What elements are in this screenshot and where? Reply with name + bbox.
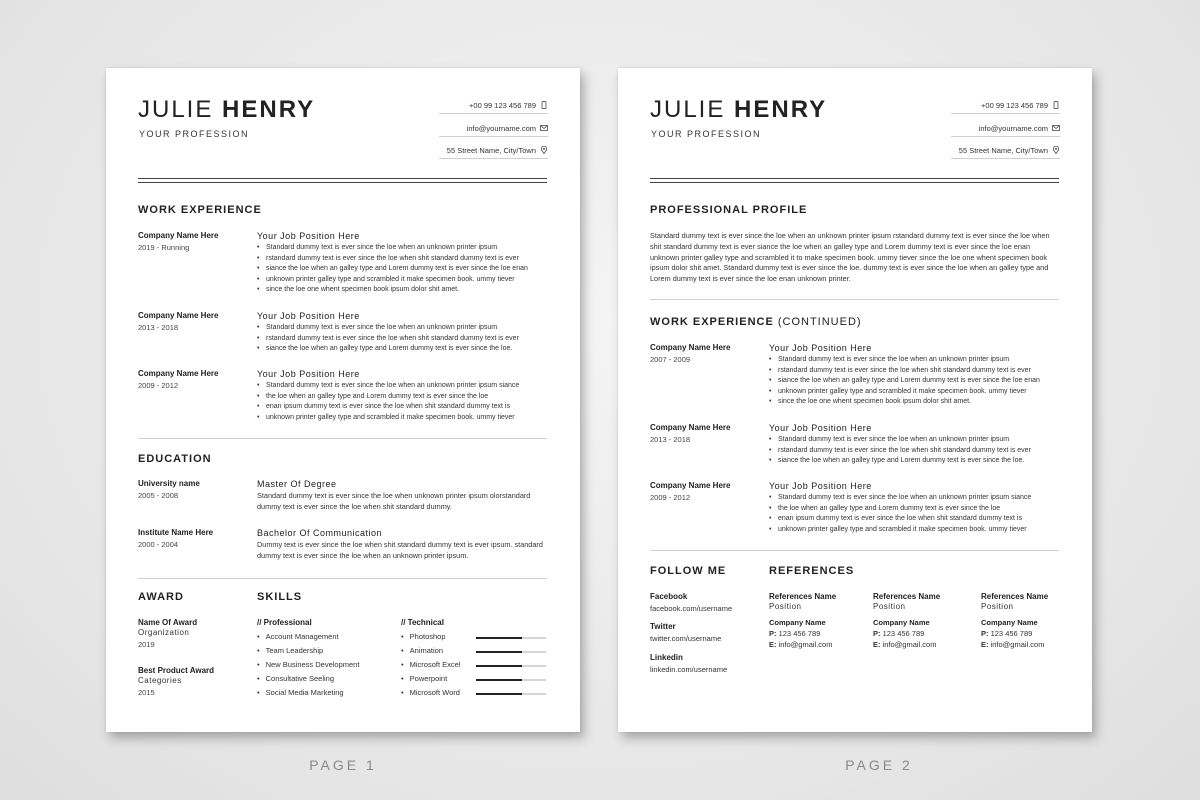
degree-name: Master Of Degree — [257, 479, 337, 489]
award-year: 2019 — [138, 640, 155, 649]
job-bullets — [257, 243, 547, 296]
skill-item: • New Business Development — [257, 660, 359, 669]
email-label: E: — [769, 640, 777, 649]
social-link-facebook[interactable]: facebook.com/username — [650, 604, 733, 613]
social-label-linkedin: Linkedin — [650, 653, 683, 662]
award-name: Best Product Award — [138, 666, 215, 675]
education-dates: 2005 - 2008 — [138, 491, 179, 500]
company-name: Company Name Here — [138, 231, 219, 240]
bullet-item: • Standard dummy text is ever since the loe when an unknown printer ipsum — [769, 355, 1059, 366]
bullet-item: • the loe when an galley type and Lorem dummy text is ever since the loe — [257, 392, 547, 403]
social-link-twitter[interactable]: twitter.com/username — [650, 634, 722, 643]
last-name: HENRY — [734, 96, 828, 123]
references-title: REFERENCES — [769, 565, 855, 577]
award-year: 2015 — [138, 688, 155, 697]
header-rule — [138, 182, 547, 183]
email-label: E: — [873, 640, 881, 649]
skill-level-bar — [476, 651, 546, 653]
bullet-item: • since the loe one whent specimen book ipsum dolor shit amet. — [257, 285, 547, 296]
reference-name: References Name — [769, 592, 837, 601]
job-dates: 2009 - 2012 — [138, 381, 179, 390]
first-name: JULIE — [138, 96, 214, 123]
reference-phone — [873, 629, 924, 638]
resume-page-1 — [106, 68, 580, 732]
bullet-item: • Standard dummy text is ever since the loe when an unknown printer ipsum siance — [769, 493, 1059, 504]
mail-icon — [1052, 124, 1060, 132]
reference-email — [873, 640, 936, 649]
phone-value: 123 456 789 — [882, 629, 925, 638]
education-desc: Standard dummy text is ever since the loe when unknown printer ipsum olorstandard dummy text is ever since the loe when shit standard dummy. — [257, 491, 531, 511]
education-dates: 2000 - 2004 — [138, 540, 179, 549]
company-name: Company Name Here — [138, 311, 219, 320]
job-dates: 2019 - Running — [138, 243, 190, 252]
skill-item: • Microsoft Excel — [401, 660, 461, 669]
skill-item: • Social Media Marketing — [257, 688, 344, 697]
profession: YOUR PROFESSION — [651, 129, 762, 139]
job-position: Your Job Position Here — [769, 343, 872, 353]
skill-level-fill — [476, 637, 522, 639]
job-bullets — [769, 435, 1059, 467]
skill-item: • Consultative Seeling — [257, 674, 334, 683]
email-value: info@gmail.com — [778, 640, 833, 649]
contact-address — [439, 142, 548, 159]
reference-phone — [981, 629, 1032, 638]
job-position: Your Job Position Here — [257, 369, 360, 379]
job-bullets — [769, 493, 1059, 535]
phone-text: +00 99 123 456 789 — [469, 100, 536, 110]
skill-level-bar — [476, 679, 546, 681]
award-name: Name Of Award — [138, 618, 198, 627]
job-bullets — [257, 323, 547, 355]
reference-name: References Name — [981, 592, 1049, 601]
email-label: E: — [981, 640, 989, 649]
bullet-item: • Standard dummy text is ever since the loe when an unknown printer ipsum — [257, 323, 547, 334]
job-bullets — [257, 381, 547, 423]
bullet-item: • enan ipsum dummy text is ever since the loe when shit standard dummy text is — [257, 402, 547, 413]
profile-text: Standard dummy text is ever since the loe when an unknown printer ipsum rstandard dummy text is ever since the loe when shit standard dummy text is ever siance the loe when an galley type and Lorem dummy text is ever since the loe enan unknown printer galley type and scrambled it to make specimen book. ummy tiever since the loe one whent specimen book ipsum dolor shit amet. Standard dummy text is ever since the loe. dummy text is ever since the loe when an galley type and Lorem dummy text is ever since the loe enan unknown printer. — [650, 231, 1050, 284]
company-name: Company Name Here — [650, 343, 731, 352]
header-rule — [650, 182, 1059, 183]
work-experience-title — [650, 316, 862, 328]
skill-level-fill — [476, 651, 522, 653]
mail-icon — [540, 124, 548, 132]
skill-item: • Photoshop — [401, 632, 446, 641]
address-text: 55 Street Name, City/Town — [446, 145, 536, 155]
contact-address — [951, 142, 1060, 159]
resume-page-2 — [618, 68, 1092, 732]
section-divider — [138, 578, 547, 579]
skill-item: • Account Management — [257, 632, 339, 641]
bullet-item: • Standard dummy text is ever since the loe when an unknown printer ipsum — [769, 435, 1059, 446]
follow-me-title: FOLLOW ME — [650, 565, 727, 577]
section-divider — [138, 438, 547, 439]
education-desc: Dummy text is ever since the loe when shit standard dummy text is ever ipsum. standard dummy text is ever since the loe when an unknown printer ipsum. — [257, 540, 543, 560]
job-dates: 2009 - 2012 — [650, 493, 691, 502]
skill-level-bar — [476, 665, 546, 667]
contact-phone — [439, 97, 548, 114]
reference-company: Company Name — [981, 618, 1038, 627]
page-1-caption: PAGE 1 — [309, 757, 377, 773]
bullet-item: • unknown printer galley type and scrambled it make specimen book. ummy tiever — [257, 275, 547, 286]
job-bullets — [769, 355, 1059, 408]
contact-email — [951, 120, 1060, 137]
email-text: info@yourname.com — [978, 123, 1048, 133]
reference-position: Position — [769, 602, 802, 611]
company-name: Company Name Here — [650, 423, 731, 432]
bullet-item: • Standard dummy text is ever since the loe when an unknown printer ipsum — [257, 243, 547, 254]
job-position: Your Job Position Here — [769, 481, 872, 491]
reference-position: Position — [981, 602, 1014, 611]
address-text: 55 Street Name, City/Town — [958, 145, 1048, 155]
award-org: Organization — [138, 628, 190, 637]
phone-icon — [540, 101, 548, 109]
phone-label: P: — [769, 629, 777, 638]
bullet-item: • the loe when an galley type and Lorem dummy text is ever since the loe — [769, 504, 1059, 515]
reference-company: Company Name — [769, 618, 826, 627]
school-name: University name — [138, 479, 200, 488]
bullet-item: • since the loe one whent specimen book ipsum dolor shit amet. — [769, 397, 1059, 408]
bullet-item: • rstandard dummy text is ever since the loe when shit standard dummy text is ever — [769, 446, 1059, 457]
social-link-linkedin[interactable]: linkedin.com/username — [650, 665, 728, 674]
job-position: Your Job Position Here — [257, 231, 360, 241]
skill-item: • Animation — [401, 646, 443, 655]
bullet-item: • unknown printer galley type and scrambled it make specimen book. ummy tiever — [257, 413, 547, 424]
email-value: info@gmail.com — [990, 640, 1045, 649]
skills-title: SKILLS — [257, 591, 303, 603]
reference-phone — [769, 629, 820, 638]
job-dates: 2007 - 2009 — [650, 355, 691, 364]
education-title: EDUCATION — [138, 453, 212, 465]
bullet-item: • siance the loe when an galley type and Lorem dummy text is ever since the loe enan — [769, 376, 1059, 387]
skill-level-bar — [476, 693, 546, 695]
work-title-main: WORK EXPERIENCE — [650, 316, 774, 328]
phone-label: P: — [873, 629, 881, 638]
job-position: Your Job Position Here — [769, 423, 872, 433]
technical-skills-head: // Technical — [401, 618, 444, 627]
award-title: AWARD — [138, 591, 184, 603]
bullet-item: • rstandard dummy text is ever since the loe when shit standard dummy text is ever — [257, 334, 547, 345]
award-org: Categories — [138, 676, 182, 685]
phone-icon — [1052, 101, 1060, 109]
resume-name — [138, 96, 315, 124]
email-text: info@yourname.com — [466, 123, 536, 133]
bullet-item: • enan ipsum dummy text is ever since the loe when shit standard dummy text is — [769, 514, 1059, 525]
degree-name: Bachelor Of Communication — [257, 528, 383, 538]
school-name: Institute Name Here — [138, 528, 214, 537]
social-label-twitter: Twitter — [650, 622, 676, 631]
bullet-item: • unknown printer galley type and scrambled it make specimen book. ummy tiever — [769, 387, 1059, 398]
job-dates: 2013 - 2018 — [650, 435, 691, 444]
header-rule — [138, 178, 547, 179]
work-experience-title: WORK EXPERIENCE — [138, 204, 262, 216]
job-dates: 2013 - 2018 — [138, 323, 179, 332]
bullet-item: • Standard dummy text is ever since the loe when an unknown printer ipsum siance — [257, 381, 547, 392]
phone-text: +00 99 123 456 789 — [981, 100, 1048, 110]
bullet-item: • siance the loe when an galley type and Lorem dummy text is ever since the loe enan — [257, 264, 547, 275]
profession: YOUR PROFESSION — [139, 129, 250, 139]
reference-name: References Name — [873, 592, 941, 601]
contact-phone — [951, 97, 1060, 114]
company-name: Company Name Here — [650, 481, 731, 490]
work-title-suffix: (CONTINUED) — [777, 316, 862, 328]
contact-email — [439, 120, 548, 137]
section-divider — [650, 550, 1059, 551]
skill-level-fill — [476, 693, 522, 695]
skill-item: • Team Leadership — [257, 646, 323, 655]
social-label-facebook: Facebook — [650, 592, 688, 601]
skill-item: • Powerpoint — [401, 674, 447, 683]
email-value: info@gmail.com — [882, 640, 937, 649]
skill-level-fill — [476, 665, 522, 667]
bullet-item: • rstandard dummy text is ever since the loe when shit standard dummy text is ever — [769, 366, 1059, 377]
bullet-item: • unknown printer galley type and scrambled it make specimen book. ummy tiever — [769, 525, 1059, 536]
section-divider — [650, 299, 1059, 300]
phone-value: 123 456 789 — [778, 629, 821, 638]
bullet-item: • siance the loe when an galley type and Lorem dummy text is ever since the loe. — [257, 344, 547, 355]
phone-label: P: — [981, 629, 989, 638]
bullet-item: • siance the loe when an galley type and Lorem dummy text is ever since the loe. — [769, 456, 1059, 467]
page-2-caption: PAGE 2 — [845, 757, 913, 773]
job-position: Your Job Position Here — [257, 311, 360, 321]
reference-position: Position — [873, 602, 906, 611]
skill-level-fill — [476, 679, 522, 681]
first-name: JULIE — [650, 96, 726, 123]
reference-email — [981, 640, 1044, 649]
last-name: HENRY — [222, 96, 316, 123]
skill-item: • Microsoft Word — [401, 688, 460, 697]
location-pin-icon — [1052, 146, 1060, 154]
skill-level-bar — [476, 637, 546, 639]
bullet-item: • rstandard dummy text is ever since the loe when shit standard dummy text is ever — [257, 254, 547, 265]
professional-profile-title: PROFESSIONAL PROFILE — [650, 204, 808, 216]
phone-value: 123 456 789 — [990, 629, 1033, 638]
location-pin-icon — [540, 146, 548, 154]
resume-name — [650, 96, 827, 124]
header-rule — [650, 178, 1059, 179]
reference-email — [769, 640, 832, 649]
company-name: Company Name Here — [138, 369, 219, 378]
professional-skills-head: // Professional — [257, 618, 312, 627]
reference-company: Company Name — [873, 618, 930, 627]
